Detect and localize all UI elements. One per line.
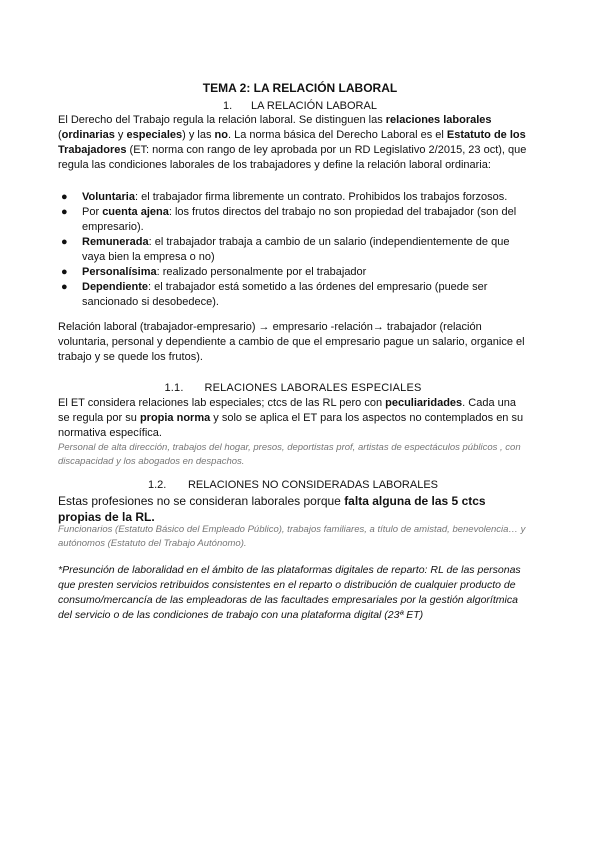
section-1-title: LA RELACIÓN LABORAL bbox=[251, 100, 377, 112]
intro-paragraph: El Derecho del Trabajo regula la relación laboral. Se distinguen las relaciones laborales (ordinarias y especiales) y las no. La norma básica del Derecho Laboral es el Estatuto de los Trabajadores (ET: norma con rango de ley aprobada por un RD Legislativo 2/2015, 23 oct), que regula las condiciones laborales de los trabajadores y define la relación laboral ordinaria: bbox=[58, 114, 527, 171]
section-1-2-heading bbox=[58, 478, 528, 493]
relation-paragraph: Relación laboral (trabajador-empresario) → empresario -relación→ trabajador (relación voluntaria, personal y dependiente a cambio de que el empresario pague un salario, organice el trabajo y se quede los frutos). bbox=[58, 321, 525, 363]
document-title: TEMA 2: LA RELACIÓN LABORAL bbox=[202, 81, 398, 95]
section-1-1-title: RELACIONES LABORALES ESPECIALES bbox=[204, 382, 422, 394]
section-1-heading bbox=[0, 99, 600, 114]
list-item: ● Remunerada: el trabajador trabaja a cambio de un salario (independientemente de que vaya bien la empresa o no) bbox=[61, 236, 510, 263]
section-1-1-heading bbox=[58, 381, 528, 396]
section-1-2-title: RELACIONES NO CONSIDERADAS LABORALES bbox=[187, 479, 438, 491]
list-item: ● Voluntaria: el trabajador firma libremente un contrato. Prohibidos los trabajos forzosos. bbox=[61, 191, 508, 203]
bullet-icon: ● bbox=[61, 206, 68, 218]
section-1-number: 1. bbox=[223, 100, 233, 112]
special-paragraph: El ET considera relaciones lab especiales; ctcs de las RL pero con peculiaridades. Cada una se regula por su propia norma y solo se aplica el ET para los aspectos no contemplados en su normativa específica. bbox=[58, 397, 524, 439]
special-examples: Personal de alta dirección, trabajos del hogar, presos, deportistas prof, artistas de espectáculos públicos , con discapacidad y los abogados en despachos. bbox=[58, 442, 521, 467]
nonlabor-examples: Funcionarios (Estatuto Básico del Empleado Público), trabajos familiares, a título de amistad, benevolencia… y autónomos (Estatuto del Trabajo Autónomo). bbox=[58, 524, 526, 549]
characteristics-list bbox=[58, 190, 528, 310]
section-1-2-number: 1.2. bbox=[147, 479, 167, 491]
presumption-paragraph: *Presunción de laboralidad en el ámbito de las plataformas digitales de reparto: RL de las personas que presten servicios retribuidos consistentes en el reparto o distribución de cualquier producto de consumo/mercancía de las empleadoras de las facultades empresariales por la gestión algorítmica del servicio o de las condiciones de trabajo con una plataforma digital (23ª ET) bbox=[58, 564, 521, 621]
section-1-1-number: 1.1. bbox=[164, 382, 184, 394]
bullet-icon: ● bbox=[61, 281, 68, 293]
list-item: ● Por cuenta ajena: los frutos directos del trabajo no son propiedad del trabajador (son del empresario). bbox=[61, 206, 517, 233]
bullet-icon: ● bbox=[61, 266, 68, 278]
bullet-icon: ● bbox=[61, 236, 68, 248]
list-item: ● Personalísima: realizado personalmente por el trabajador bbox=[61, 266, 367, 278]
bullet-icon: ● bbox=[61, 191, 68, 203]
list-item: ● Dependiente: el trabajador está sometido a las órdenes del empresario (puede ser sancionado si desobedece). bbox=[61, 281, 488, 308]
nonlabor-paragraph: Estas profesiones no se consideran laborales porque falta alguna de las 5 ctcs propias de la RL. bbox=[58, 494, 486, 524]
